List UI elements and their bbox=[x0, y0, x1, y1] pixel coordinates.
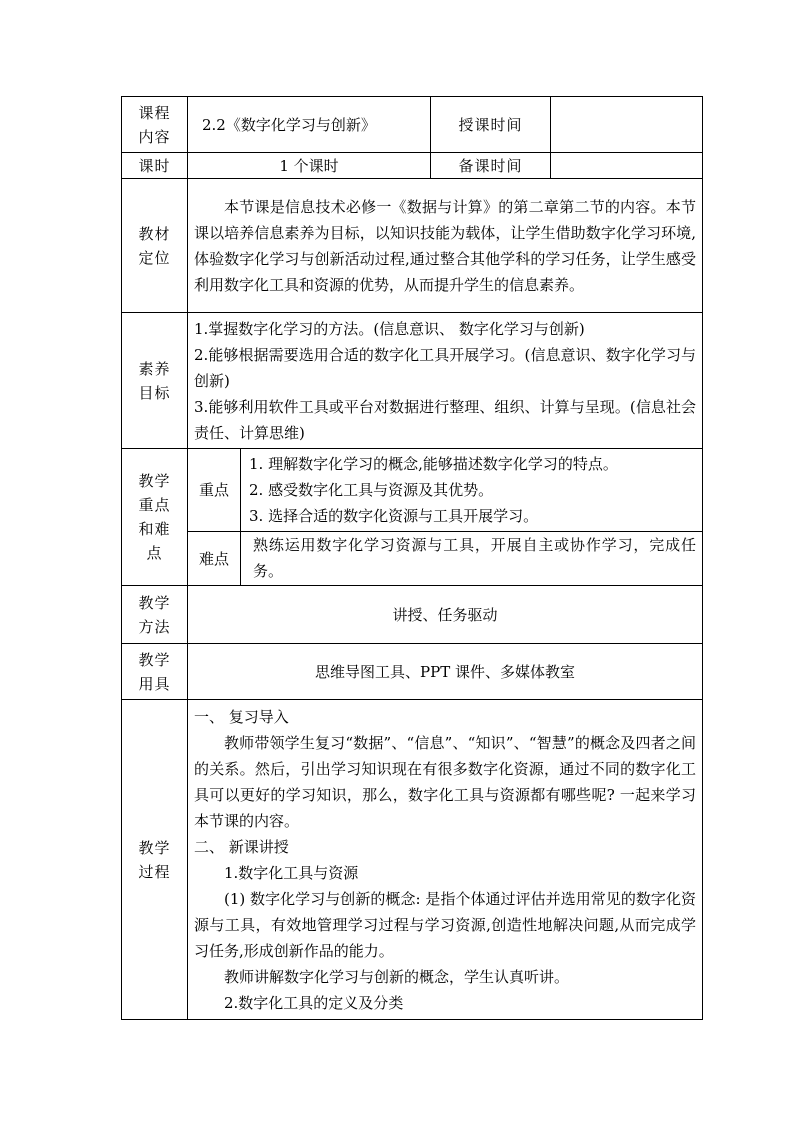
focus-label: 重点 bbox=[188, 449, 241, 531]
list-item: 1.掌握数字化学习的方法。(信息意识、 数字化学习与创新) bbox=[194, 319, 585, 338]
course-value: 2.2《数字化学习与创新》 bbox=[188, 97, 431, 153]
difficulty-row bbox=[188, 531, 702, 585]
method-row bbox=[122, 586, 703, 644]
process-row bbox=[122, 700, 703, 1020]
list-item: 2.能够根据需要选用合适的数字化工具开展学习。(信息意识、数字化学习与创新) bbox=[194, 345, 696, 390]
literacy-goals-label: 素养 目标 bbox=[122, 313, 188, 449]
focus-row bbox=[188, 449, 702, 531]
prep-time-label: 备课时间 bbox=[431, 153, 551, 179]
section-title: 二、 新课讲授 bbox=[194, 838, 289, 856]
course-label: 课程 内容 bbox=[122, 97, 188, 153]
positioning-row bbox=[122, 179, 703, 313]
prep-time-value bbox=[551, 153, 703, 179]
course-row bbox=[122, 97, 703, 153]
key-points-row bbox=[122, 449, 703, 586]
lesson-plan-table bbox=[121, 96, 703, 1020]
literacy-goals-list bbox=[188, 313, 703, 449]
method-value: 讲授、任务驱动 bbox=[188, 586, 703, 644]
tools-row bbox=[122, 644, 703, 700]
tools-label: 教学 用具 bbox=[122, 644, 188, 700]
process-content bbox=[188, 700, 703, 1020]
list-item: 2. 感受数字化工具与资源及其优势。 bbox=[249, 480, 494, 499]
focus-list bbox=[241, 449, 703, 531]
list-item: 3.能够利用软件工具或平台对数据进行整理、组织、计算与呈现。(信息社会责任、计算思维) bbox=[194, 397, 696, 442]
hours-label: 课时 bbox=[122, 153, 188, 179]
key-points-inner-table bbox=[188, 449, 702, 585]
teacher-note: 教师讲解数字化学习与创新的概念，学生认真听讲。 bbox=[224, 968, 570, 986]
difficulty-label: 难点 bbox=[188, 531, 241, 585]
section-text: 教师带领学生复习“数据”、“信息”、“知识”、“智慧”的概念及四者之间的关系。然后，引出学习知识现在有很多数字化资源，通过不同的数字化工具可以更好的学习知识，那么，数字化工具与资源都有哪些呢? 一起来学习本节课的内容。 bbox=[194, 734, 696, 830]
tools-value: 思维导图工具、PPT 课件、多媒体教室 bbox=[188, 644, 703, 700]
teach-time-value bbox=[551, 97, 703, 153]
process-label: 教学 过程 bbox=[122, 700, 188, 1020]
list-item: 3. 选择合适的数字化资源与工具开展学习。 bbox=[249, 506, 539, 525]
subsection-title: 2.数字化工具的定义及分类 bbox=[224, 994, 404, 1012]
key-points-cell bbox=[188, 449, 703, 586]
difficulty-text: 熟练运用数字化学习资源与工具，开展自主或协作学习，完成任务。 bbox=[253, 536, 696, 581]
section-title: 一、 复习导入 bbox=[194, 708, 289, 726]
concept-text: (1) 数字化学习与创新的概念: 是指个体通过评估并选用常见的数字化资源与工具，有效地管理学习过程与学习资源,创造性地解决问题,从而完成学习任务,形成创新作品的能力。 bbox=[194, 890, 696, 960]
key-points-label: 教学 重点 和难 点 bbox=[122, 449, 188, 586]
method-label: 教学 方法 bbox=[122, 586, 188, 644]
hours-row bbox=[122, 153, 703, 179]
subsection-title: 1.数字化工具与资源 bbox=[224, 864, 359, 882]
hours-value: 1 个课时 bbox=[188, 153, 431, 179]
list-item: 1. 理解数字化学习的概念,能够描述数字化学习的特点。 bbox=[249, 454, 618, 473]
positioning-label: 教材 定位 bbox=[122, 179, 188, 313]
positioning-text: 本节课是信息技术必修一《数据与计算》的第二章第二节的内容。本节课以培养信息素养为目标，以知识技能为载体，让学生借助数字化学习环境,体验数字化学习与创新活动过程,通过整合其他学科的学习任务，让学生感受利用数字化工具和资源的优势，从而提升学生的信息素养。 bbox=[188, 179, 703, 313]
literacy-goals-row bbox=[122, 313, 703, 449]
teach-time-label: 授课时间 bbox=[431, 97, 551, 153]
